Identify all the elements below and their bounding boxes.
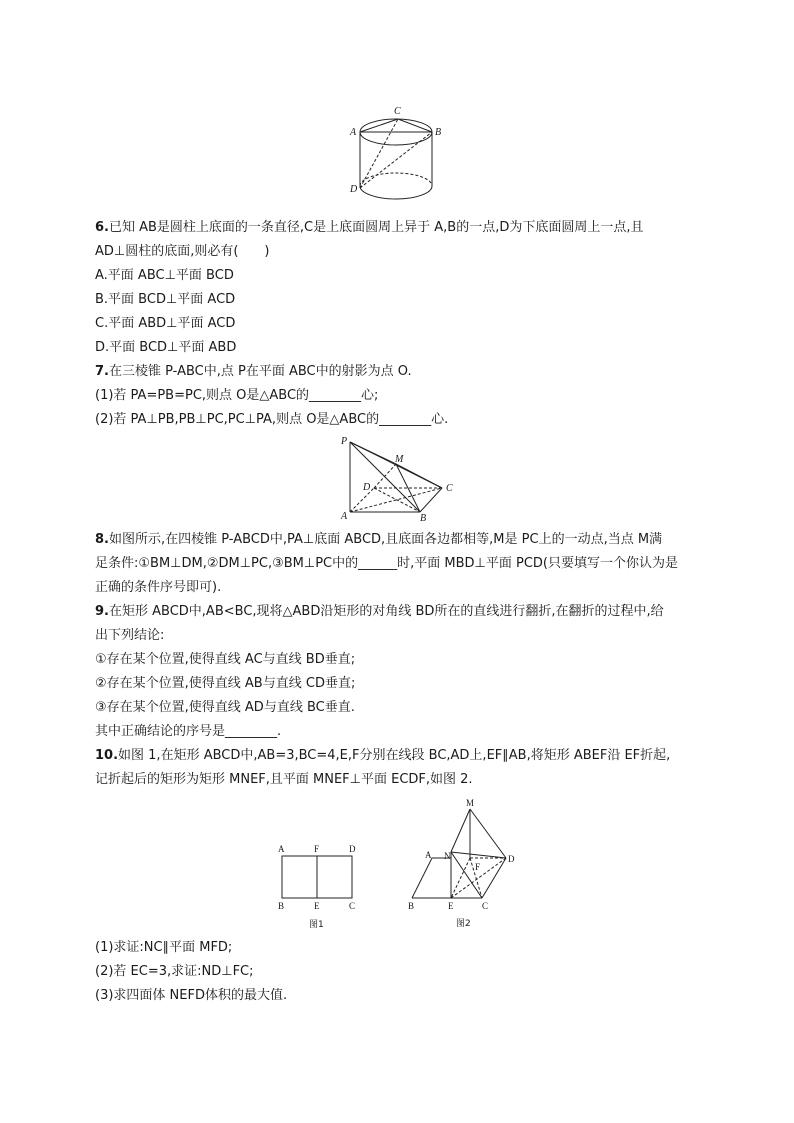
- label-c: C: [482, 901, 489, 911]
- q7-part1: (1)若 PA=PB=PC,则点 O是△ABC的________心;: [95, 388, 379, 403]
- q6-stem-line1: [95, 219, 644, 237]
- q8-line1: [95, 531, 662, 549]
- q7-part2: (2)若 PA⊥PB,PB⊥PC,PC⊥PA,则点 O是△ABC的________心.: [95, 412, 449, 427]
- q9-item-1: ①存在某个位置,使得直线 AC与直线 BD垂直;: [95, 652, 356, 667]
- q6-option-a: A.平面 ABC⊥平面 BCD: [95, 268, 234, 283]
- folded-figure: [404, 796, 534, 932]
- q6-option-d: D.平面 BCD⊥平面 ABD: [95, 340, 237, 355]
- label-f: F: [314, 844, 320, 854]
- label-c: C: [394, 106, 401, 117]
- figure2-caption: 图2: [456, 919, 471, 929]
- q6-option-b: B.平面 BCD⊥平面 ACD: [95, 292, 236, 307]
- q7-number: 7.: [95, 364, 109, 379]
- q9-ending: 其中正确结论的序号是________.: [95, 724, 282, 739]
- label-d: D: [508, 854, 515, 864]
- q9-number: 9.: [95, 604, 109, 619]
- label-m: M: [395, 454, 404, 465]
- q10-number: 10.: [95, 748, 119, 763]
- figure1-caption: 图1: [309, 920, 324, 930]
- q10-line1: [95, 747, 670, 765]
- rectangle-figure: [272, 840, 362, 932]
- q7-stem: [95, 363, 412, 381]
- q10-text1: 如图 1,在矩形 ABCD中,AB=3,BC=4,E,F分别在线段 BC,AD上,EF∥AB,将矩形 ABEF沿 EF折起,: [118, 748, 671, 763]
- label-a: A: [350, 127, 357, 138]
- label-b: B: [435, 127, 442, 138]
- label-d: D: [350, 184, 358, 195]
- label-d: D: [363, 482, 371, 493]
- q8-line2: 足条件:①BM⊥DM,②DM⊥PC,③BM⊥PC中的______时,平面 MBD⊥平面 PCD(只要填写一个你认为是: [95, 556, 679, 571]
- q8-line3: 正确的条件序号即可).: [95, 580, 222, 595]
- label-b: B: [408, 901, 415, 911]
- q7-stem-text: 在三棱锥 P-ABC中,点 P在平面 ABC中的射影为点 O.: [108, 364, 412, 379]
- label-d: D: [349, 844, 356, 854]
- label-e: E: [448, 901, 454, 911]
- q8-text1: 如图所示,在四棱锥 P-ABCD中,PA⊥底面 ABCD,且底面各边都相等,M是 PC上的一动点,当点 M满: [108, 532, 663, 547]
- label-a: A: [341, 511, 348, 522]
- q9-line1: [95, 603, 664, 621]
- q10-part1: (1)求证:NC∥平面 MFD;: [95, 940, 233, 955]
- pyramid-figure: [336, 432, 466, 524]
- label-f: F: [475, 862, 481, 872]
- q6-stem-text1: 已知 AB是圆柱上底面的一条直径,C是上底面圆周上异于 A,B的一点,D为下底面圆周上一点,且: [108, 220, 644, 235]
- q8-number: 8.: [95, 532, 109, 547]
- q10-line2: 记折起后的矩形为矩形 MNEF,且平面 MNEF⊥平面 ECDF,如图 2.: [95, 772, 473, 787]
- q9-item-2: ②存在某个位置,使得直线 AB与直线 CD垂直;: [95, 676, 356, 691]
- cylinder-figure: [348, 100, 448, 200]
- label-p: P: [341, 436, 348, 447]
- q10-part2: (2)若 EC=3,求证:ND⊥FC;: [95, 964, 254, 979]
- q6-number: 6.: [95, 220, 109, 235]
- label-m: M: [466, 798, 475, 808]
- q6-option-c: C.平面 ABD⊥平面 ACD: [95, 316, 236, 331]
- q10-part3: (3)求四面体 NEFD体积的最大值.: [95, 988, 288, 1003]
- q9-line2: 出下列结论:: [95, 628, 165, 643]
- q9-item-3: ③存在某个位置,使得直线 AD与直线 BC垂直.: [95, 700, 355, 715]
- label-n: N: [444, 851, 451, 861]
- q6-stem-line2: AD⊥圆柱的底面,则必有( ): [95, 244, 270, 259]
- label-b: B: [278, 901, 285, 911]
- label-e: E: [314, 901, 320, 911]
- q9-text1: 在矩形 ABCD中,AB<BC,现将△ABD沿矩形的对角线 BD所在的直线进行翻折,在翻折的过程中,给: [108, 604, 664, 619]
- label-a: A: [278, 844, 285, 854]
- label-a: A: [425, 850, 432, 860]
- label-b: B: [420, 513, 427, 524]
- label-c: C: [446, 483, 453, 494]
- label-c: C: [349, 901, 356, 911]
